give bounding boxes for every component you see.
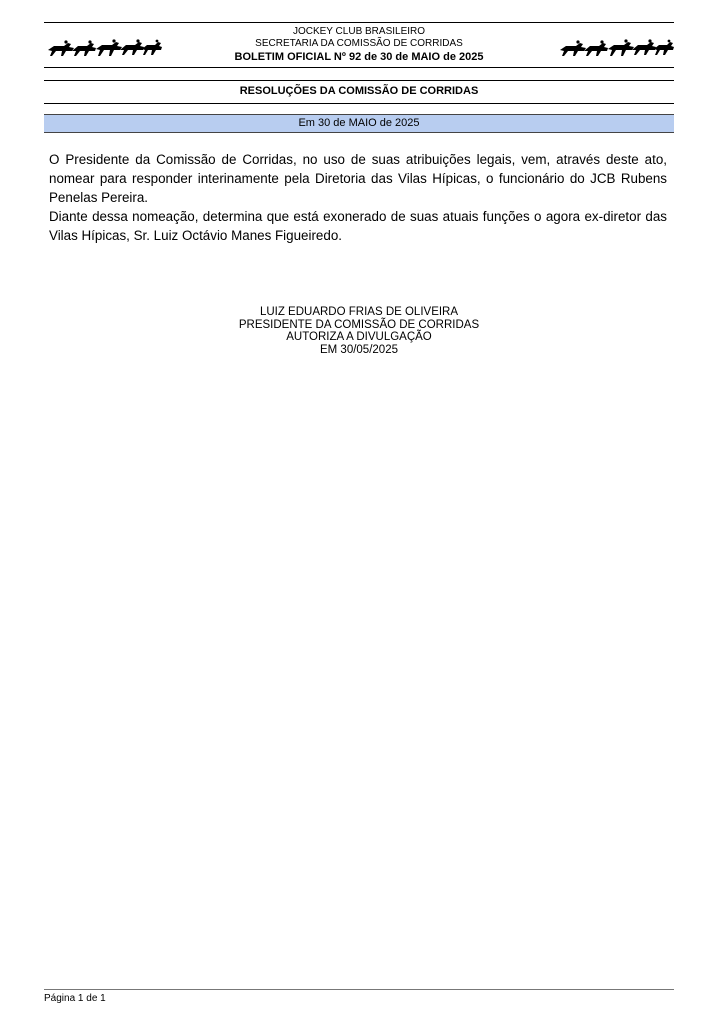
paragraph: Diante dessa nomeação, determina que está exonerado de suas atuais funções o agora ex-diretor das Vilas Hípicas, Sr. Luiz Octávio Manes Figueiredo. (49, 209, 667, 243)
header-top-rule (44, 22, 674, 23)
section-top-rule (44, 80, 674, 81)
section-bottom-rule (44, 103, 674, 104)
authorization-date: EM 30/05/2025 (319, 343, 398, 356)
date-bar (44, 114, 674, 133)
department-name: SECRETARIA DA COMISSÃO DE CORRIDAS (255, 38, 463, 49)
bulletin-title: BOLETIM OFICIAL Nº 92 de 30 de MAIO de 2025 (234, 51, 484, 63)
org-name: JOCKEY CLUB BRASILEIRO (292, 26, 426, 37)
header-bottom-rule (44, 67, 674, 68)
footer-rule (44, 989, 674, 990)
section-title: RESOLUÇÕES DA COMISSÃO DE CORRIDAS (239, 85, 479, 97)
authorization-text: AUTORIZA A DIVULGAÇÃO (286, 331, 432, 343)
signature-block (44, 306, 674, 356)
date-bar-text: Em 30 de MAIO de 2025 (298, 117, 420, 129)
resolution-body (49, 150, 667, 245)
paragraph: O Presidente da Comissão de Corridas, no uso de suas atribuições legais, vem, através deste ato, nomear para responder interinamente pela Diretoria das Vilas Hípicas, o funcionário do JCB Rubens Penelas Pereira. (49, 152, 667, 205)
signatory-role: PRESIDENTE DA COMISSÃO DE CORRIDAS (238, 318, 480, 331)
page-number: Página 1 de 1 (44, 993, 106, 1004)
signatory-name: LUIZ EDUARDO FRIAS DE OLIVEIRA (259, 306, 459, 318)
